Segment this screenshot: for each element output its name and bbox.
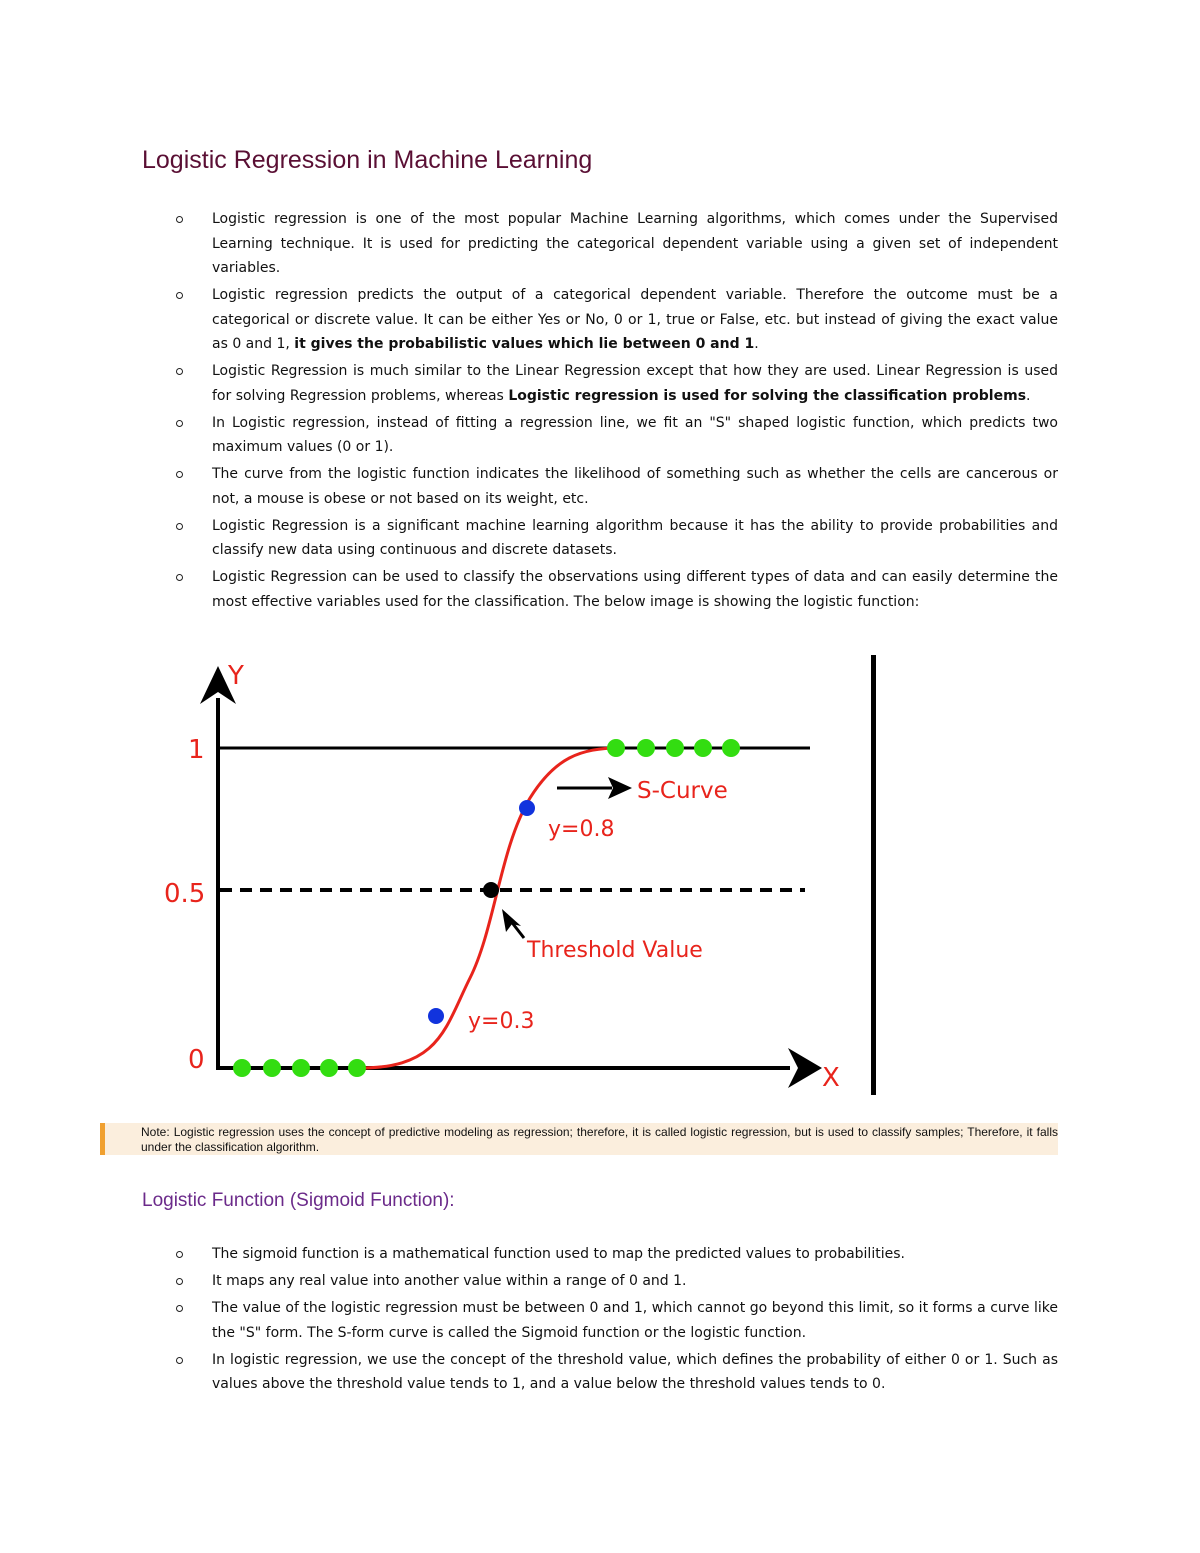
text: It maps any real value into another value within a range of 0 and 1. [212, 1273, 687, 1289]
x-axis-label: X [822, 1063, 840, 1093]
list-item [0, 1296, 1058, 1345]
bullet-icon [176, 1251, 183, 1258]
text: Logistic regression predicts the output of a categorical dependent variable. Therefore the outcome must be a categorical or discrete value. It can be either Yes or No, 0 or 1, true or False, etc. but instead of giving the exact value as 0 and 1, [212, 287, 1058, 352]
y03-label: y=0.3 [468, 1009, 535, 1034]
list-item [0, 462, 1058, 511]
list-item [0, 359, 1058, 408]
logistic-function-figure [150, 648, 890, 1108]
list-item [0, 565, 1058, 614]
text: Logistic Regression can be used to classify the observations using different types of data and can easily determine the most effective variables used for the classification. The below image is showing the logistic function: [212, 569, 1058, 610]
tick-label-0-5: 0.5 [164, 879, 206, 909]
text: The value of the logistic regression must be between 0 and 1, which cannot go beyond this limit, so it forms a curve like the "S" form. The S-form curve is called the Sigmoid function or the logistic function. [212, 1300, 1058, 1341]
bullet-icon [176, 574, 183, 581]
intro-bullet-list [0, 207, 1200, 617]
threshold-point [483, 882, 499, 898]
green-point [722, 739, 740, 757]
text: Logistic Regression is much similar to the Linear Regression except that how they are used. Linear Regression is used for solving Regression problems, whereas [212, 363, 1058, 404]
note-box: Note: Logistic regression uses the concept of predictive modeling as regression; therefore, it is called logistic regression, but is used to classify samples; Therefore, it falls under the classification algorithm. [100, 1123, 1058, 1155]
green-point [320, 1059, 338, 1077]
list-item [0, 411, 1058, 460]
figure-border-bar [871, 655, 876, 1095]
list-item [0, 514, 1058, 563]
text: In Logistic regression, instead of fitting a regression line, we fit an "S" shaped logistic function, which predicts two maximum values (0 or 1). [212, 414, 1058, 455]
green-point [263, 1059, 281, 1077]
green-point [292, 1059, 310, 1077]
green-point [607, 739, 625, 757]
list-item [0, 1242, 1058, 1267]
bold-text: Logistic regression is used for solving the classification problems [508, 387, 1027, 404]
page-title: Logistic Regression in Machine Learning [142, 146, 593, 174]
sigmoid-bullet-list [0, 1242, 1200, 1399]
text: Logistic regression is one of the most popular Machine Learning algorithms, which comes under the Supervised Learning technique. It is used for predicting the categorical dependent variable using a given set of independent variables. [212, 211, 1058, 276]
s-curve-label: S-Curve [637, 778, 728, 804]
text: The sigmoid function is a mathematical function used to map the predicted values to probabilities. [212, 1246, 905, 1262]
green-point [666, 739, 684, 757]
bullet-icon [176, 292, 183, 299]
section-subtitle: Logistic Function (Sigmoid Function): [142, 1190, 455, 1211]
green-point [694, 739, 712, 757]
bullet-icon [176, 368, 183, 375]
green-point [348, 1059, 366, 1077]
bold-text: it gives the probabilistic values which lie between 0 and 1 [294, 336, 755, 352]
bullet-icon [176, 523, 183, 530]
list-item [0, 283, 1058, 357]
bullet-icon [176, 1305, 183, 1312]
text: In logistic regression, we use the concept of the threshold value, which defines the probability of either 0 or 1. Such as values above the threshold value tends to 1, and a value below the threshold values tends to 0. [212, 1351, 1058, 1392]
tick-label-1: 1 [188, 735, 205, 765]
text: . [754, 336, 759, 352]
sigmoid-diagram [150, 648, 890, 1108]
tick-label-0: 0 [188, 1045, 205, 1075]
y-axis-label: Y [228, 661, 244, 691]
text: The curve from the logistic function indicates the likelihood of something such as whether the cells are cancerous or not, a mouse is obese or not based on its weight, etc. [212, 466, 1058, 507]
bullet-icon [176, 216, 183, 223]
text: Logistic Regression is a significant machine learning algorithm because it has the ability to provide probabilities and classify new data using continuous and discrete datasets. [212, 517, 1058, 558]
bullet-icon [176, 471, 183, 478]
y08-label: y=0.8 [548, 817, 615, 842]
text: . [1026, 387, 1031, 404]
bullet-icon [176, 1278, 183, 1285]
list-item [0, 1269, 1058, 1294]
bullet-icon [176, 1357, 183, 1364]
green-point [233, 1059, 251, 1077]
bullet-icon [176, 420, 183, 427]
blue-point-y03 [428, 1008, 444, 1024]
green-point [637, 739, 655, 757]
x-axis-arrow-icon [788, 1048, 822, 1088]
threshold-label: Threshold Value [527, 938, 703, 963]
blue-point-y08 [519, 800, 535, 816]
list-item [0, 207, 1058, 281]
list-item [0, 1348, 1058, 1397]
